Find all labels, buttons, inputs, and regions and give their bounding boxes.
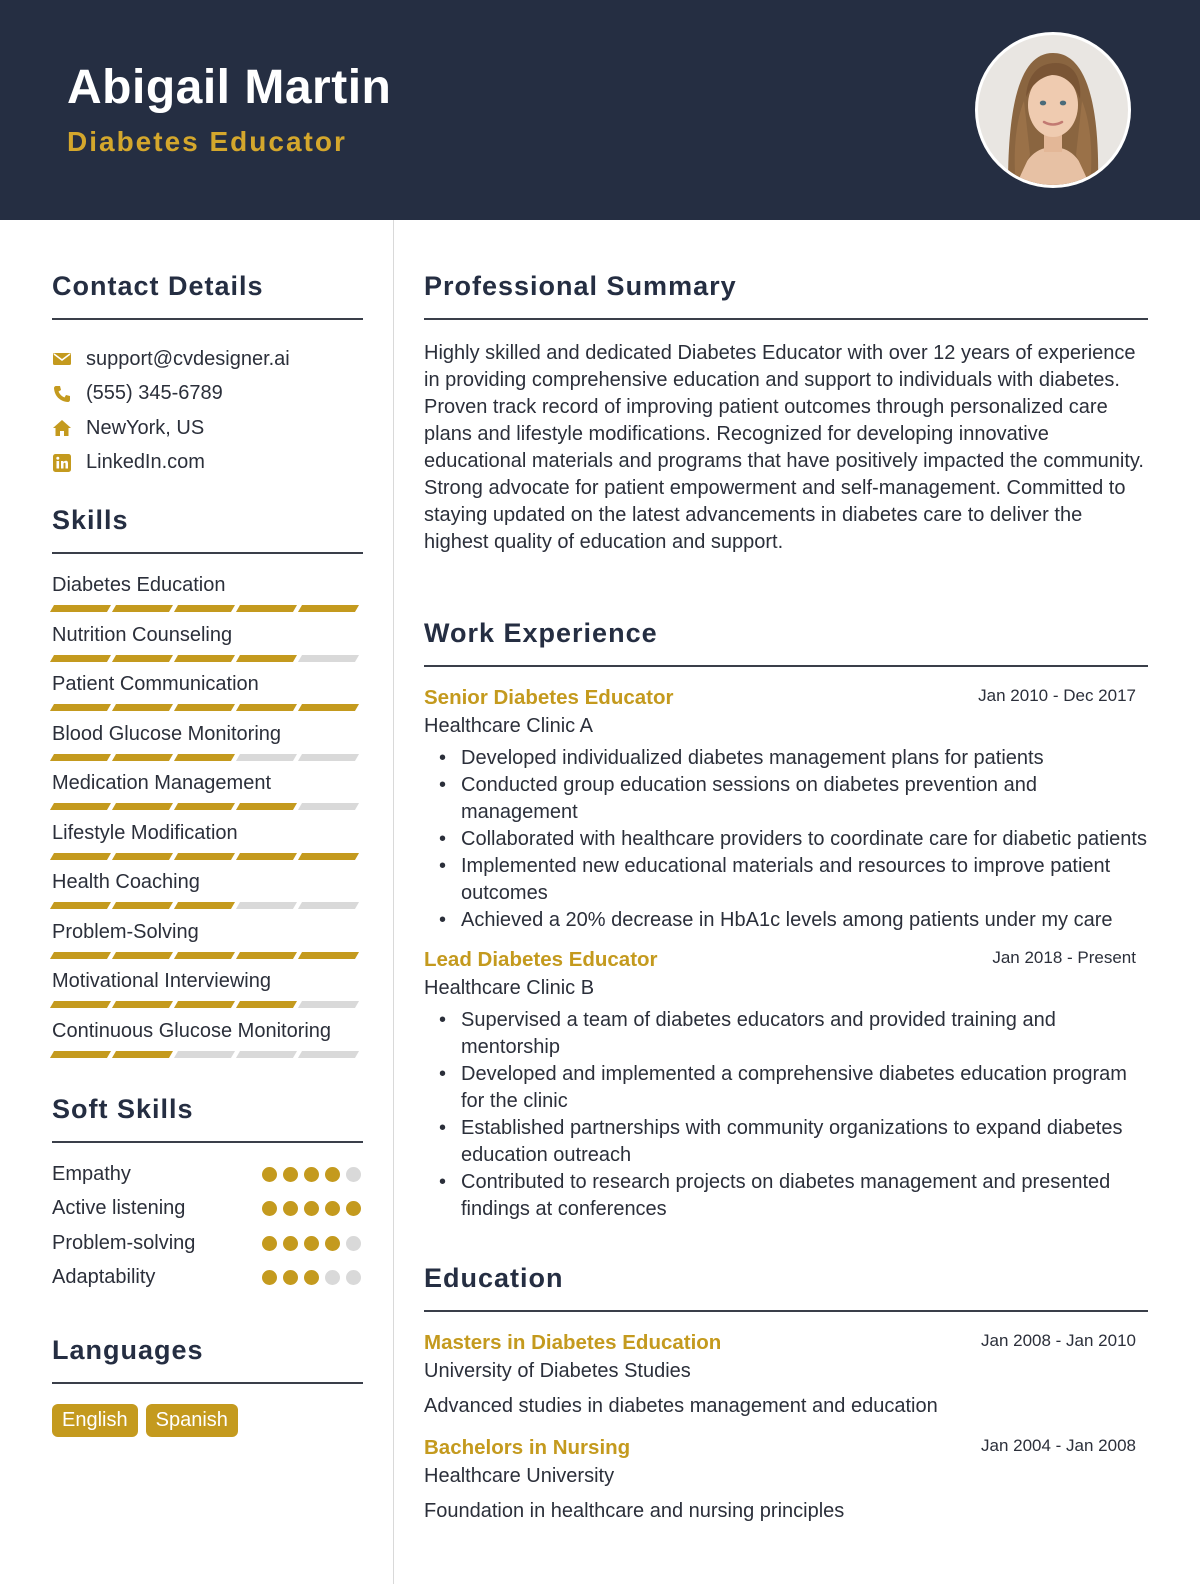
job-entry: [424, 686, 1148, 934]
job-bullet: • Developed individualized diabetes management plans for patients: [461, 745, 1148, 772]
education-section: [424, 1263, 1148, 1523]
skill-level-segment: [298, 952, 359, 959]
skills-section: [52, 505, 363, 1067]
phone-icon: [52, 384, 72, 404]
skill-level-bar: [52, 952, 357, 959]
soft-skill-name: Problem-solving: [52, 1231, 196, 1254]
skill-level-segment: [236, 704, 297, 711]
skill-level-segment: [298, 803, 359, 810]
rating-dot: [304, 1270, 319, 1285]
contact-linkedin[interactable]: [52, 446, 363, 481]
skill-level-bar: [52, 605, 357, 612]
skill-level-segment: [50, 605, 111, 612]
skill-name: Lifestyle Modification: [52, 821, 238, 844]
education-heading: Education: [424, 1263, 564, 1293]
rating-dot: [346, 1270, 361, 1285]
experience-heading: Work Experience: [424, 618, 658, 648]
contact-email[interactable]: [52, 342, 363, 377]
skill-name: Medication Management: [52, 772, 272, 794]
skill-level-segment: [112, 803, 173, 810]
languages-section: [52, 1335, 363, 1437]
rating-dot: [283, 1167, 298, 1182]
skill-level-bar: [52, 902, 357, 909]
skill-level-segment: [236, 853, 297, 860]
skill-level-segment: [50, 704, 111, 711]
section-rule: [52, 318, 363, 320]
contact-heading: Contact Details: [52, 271, 264, 301]
rating-dot: [262, 1236, 277, 1251]
skill-level-segment: [298, 754, 359, 761]
job-bullets: [424, 1007, 1148, 1223]
contact-text: LinkedIn.com: [86, 451, 205, 474]
skill-row: [52, 671, 363, 721]
rating-dot: [346, 1201, 361, 1216]
language-badge: Spanish: [146, 1404, 238, 1437]
contact-section: [52, 271, 363, 480]
skill-level-segment: [174, 754, 235, 761]
rating-dot: [262, 1167, 277, 1182]
skill-level-segment: [50, 803, 111, 810]
rating-dot: [283, 1201, 298, 1216]
education-entry: [424, 1331, 1148, 1418]
rating-dot: [346, 1167, 361, 1182]
right-column: [424, 220, 1148, 1523]
skill-name: Patient Communication: [52, 673, 259, 695]
soft-skill-name: Active listening: [52, 1197, 186, 1220]
skill-level-bar: [52, 1051, 357, 1058]
skill-row: [52, 770, 363, 820]
skill-level-segment: [112, 853, 173, 860]
education-date: Jan 2004 - Jan 2008: [980, 1436, 1136, 1455]
skill-level-segment: [174, 803, 235, 810]
linkedin-icon: [52, 453, 72, 473]
skill-level-segment: [174, 902, 235, 909]
rating-dot: [262, 1270, 277, 1285]
skill-level-segment: [298, 605, 359, 612]
skill-name: Continuous Glucose Monitoring: [52, 1019, 332, 1042]
left-column: [52, 220, 363, 1437]
skill-name: Health Coaching: [52, 871, 200, 893]
profile-photo: [975, 32, 1131, 188]
education-entry: [424, 1436, 1148, 1523]
rating-dot: [325, 1167, 340, 1182]
skill-name: Problem-Solving: [52, 920, 199, 943]
skill-level-segment: [298, 1001, 359, 1008]
soft-skill-row: [52, 1157, 363, 1192]
skill-level-bar: [52, 754, 357, 761]
job-date: Jan 2018 - Present: [992, 948, 1136, 967]
skill-level-segment: [174, 1051, 235, 1058]
rating-dot: [346, 1236, 361, 1251]
skill-level-segment: [112, 605, 173, 612]
contact-phone[interactable]: [52, 377, 363, 412]
experience-section: [424, 618, 1148, 1223]
portrait-image: [978, 35, 1128, 185]
section-rule: [52, 1141, 363, 1143]
rating-dot: [325, 1201, 340, 1216]
skill-level-segment: [298, 704, 359, 711]
skill-level-segment: [112, 704, 173, 711]
skill-level-segment: [50, 853, 111, 860]
candidate-role: Diabetes Educator: [67, 126, 347, 157]
job-entry: [424, 948, 1148, 1223]
skill-level-segment: [298, 655, 359, 662]
summary-section: [424, 271, 1148, 556]
skill-level-bar: [52, 803, 357, 810]
rating-dot: [283, 1236, 298, 1251]
soft-skill-name: Empathy: [52, 1162, 131, 1185]
skill-level-segment: [174, 853, 235, 860]
skill-level-segment: [50, 655, 111, 662]
soft-skill-name: Adaptability: [52, 1266, 156, 1289]
skill-name: Blood Glucose Monitoring: [52, 722, 282, 745]
rating-dot: [325, 1236, 340, 1251]
skill-name: Nutrition Counseling: [52, 623, 233, 646]
skill-level-segment: [112, 1051, 173, 1058]
job-date: Jan 2010 - Dec 2017: [978, 686, 1136, 705]
job-organization: Healthcare Clinic B: [424, 977, 595, 999]
resume-header: [0, 0, 1200, 220]
skill-row: [52, 919, 363, 969]
skill-level-segment: [112, 754, 173, 761]
job-bullet: • Supervised a team of diabetes educators and provided training and mentorship: [461, 1007, 1148, 1061]
skill-level-segment: [174, 1001, 235, 1008]
job-bullet: • Implemented new educational materials and resources to improve patient outcomes: [461, 853, 1148, 907]
school-name: Healthcare University: [424, 1465, 615, 1487]
soft-skill-row: [52, 1226, 363, 1261]
job-organization: Healthcare Clinic A: [424, 715, 593, 737]
skill-level-segment: [174, 605, 235, 612]
skill-level-segment: [236, 754, 297, 761]
school-name: University of Diabetes Studies: [424, 1360, 691, 1382]
job-bullet: • Conducted group education sessions on diabetes prevention and management: [461, 772, 1148, 826]
skill-level-segment: [236, 902, 297, 909]
skill-level-segment: [174, 952, 235, 959]
summary-text: Highly skilled and dedicated Diabetes Educator with over 12 years of experience in providing comprehensive education and support to individuals with diabetes. Proven track record of improving patient outcomes through personalized care plans and lifestyle modifications. Recognized for developing innovative educational materials and programs that have positively impacted the community. Strong advocate for patient empowerment and self-management. Committed to staying updated on the latest advancements in diabetes care to deliver the highest quality of education and support.: [424, 342, 1144, 553]
contact-text: NewYork, US: [86, 416, 205, 439]
language-badge: English: [52, 1404, 138, 1437]
column-divider: [393, 220, 394, 1584]
soft-skills-list: [52, 1157, 363, 1295]
skills-list: [52, 572, 363, 1067]
skill-row: [52, 572, 363, 622]
skill-level-segment: [174, 704, 235, 711]
skill-row: [52, 622, 363, 672]
degree-title: Masters in Diabetes Education: [424, 1331, 722, 1354]
skill-level-segment: [50, 1001, 111, 1008]
languages-heading: Languages: [52, 1335, 204, 1365]
rating-dot: [304, 1201, 319, 1216]
skill-level-segment: [236, 1001, 297, 1008]
soft-skill-rating: [262, 1270, 361, 1285]
skill-level-segment: [112, 902, 173, 909]
skill-level-segment: [50, 754, 111, 761]
skill-level-segment: [298, 902, 359, 909]
rating-dot: [283, 1270, 298, 1285]
education-description: Foundation in healthcare and nursing principles: [424, 1500, 845, 1522]
skills-heading: Skills: [52, 505, 129, 535]
soft-skills-heading: Soft Skills: [52, 1094, 194, 1124]
skill-name: Diabetes Education: [52, 574, 226, 596]
skill-level-segment: [236, 952, 297, 959]
skill-level-segment: [174, 655, 235, 662]
section-rule: [52, 1382, 363, 1384]
skill-level-segment: [298, 853, 359, 860]
section-rule: [424, 1310, 1148, 1312]
skill-row: [52, 820, 363, 870]
skill-level-segment: [50, 902, 111, 909]
skill-level-segment: [112, 1001, 173, 1008]
job-bullet: • Collaborated with healthcare providers to coordinate care for diabetic patients: [461, 826, 1148, 853]
contact-text: (555) 345-6789: [86, 382, 223, 405]
home-icon: [52, 418, 72, 438]
soft-skill-row: [52, 1192, 363, 1227]
soft-skill-rating: [262, 1167, 361, 1182]
section-rule: [424, 665, 1148, 667]
skill-level-bar: [52, 1001, 357, 1008]
job-bullets: [424, 745, 1148, 934]
skill-level-segment: [50, 1051, 111, 1058]
candidate-name: Abigail Martin: [67, 61, 392, 114]
rating-dot: [304, 1236, 319, 1251]
job-bullet: • Achieved a 20% decrease in HbA1c levels among patients under my care: [461, 907, 1148, 934]
soft-skill-rating: [262, 1201, 361, 1216]
envelope-icon: [52, 349, 72, 369]
skill-level-segment: [112, 655, 173, 662]
skill-level-segment: [236, 605, 297, 612]
education-date: Jan 2008 - Jan 2010: [980, 1331, 1136, 1350]
soft-skill-rating: [262, 1236, 361, 1251]
skill-row: [52, 721, 363, 771]
contact-text: support@cvdesigner.ai: [86, 347, 290, 370]
job-bullet: • Developed and implemented a comprehensive diabetes education program for the clinic: [461, 1061, 1148, 1115]
job-bullet: • Contributed to research projects on diabetes management and presented findings at conferences: [461, 1169, 1148, 1223]
skill-name: Motivational Interviewing: [52, 970, 271, 992]
degree-title: Bachelors in Nursing: [424, 1436, 631, 1459]
section-rule: [52, 552, 363, 554]
skill-level-bar: [52, 704, 357, 711]
skill-level-segment: [112, 952, 173, 959]
skill-level-segment: [236, 655, 297, 662]
skill-level-segment: [50, 952, 111, 959]
skill-level-segment: [298, 1051, 359, 1058]
skill-level-segment: [236, 803, 297, 810]
job-title: Senior Diabetes Educator: [424, 686, 674, 709]
rating-dot: [304, 1167, 319, 1182]
section-rule: [424, 318, 1148, 320]
skill-level-bar: [52, 853, 357, 860]
education-description: Advanced studies in diabetes management and education: [424, 1395, 938, 1417]
soft-skill-row: [52, 1261, 363, 1296]
contact-location: [52, 411, 363, 446]
skill-level-bar: [52, 655, 357, 662]
job-bullet: • Established partnerships with community organizations to expand diabetes education outreach: [461, 1115, 1148, 1169]
soft-skills-section: [52, 1094, 363, 1295]
skill-row: [52, 869, 363, 919]
summary-heading: Professional Summary: [424, 271, 737, 301]
rating-dot: [262, 1201, 277, 1216]
rating-dot: [325, 1270, 340, 1285]
skill-row: [52, 968, 363, 1018]
skill-row: [52, 1018, 363, 1068]
job-title: Lead Diabetes Educator: [424, 948, 658, 971]
skill-level-segment: [236, 1051, 297, 1058]
